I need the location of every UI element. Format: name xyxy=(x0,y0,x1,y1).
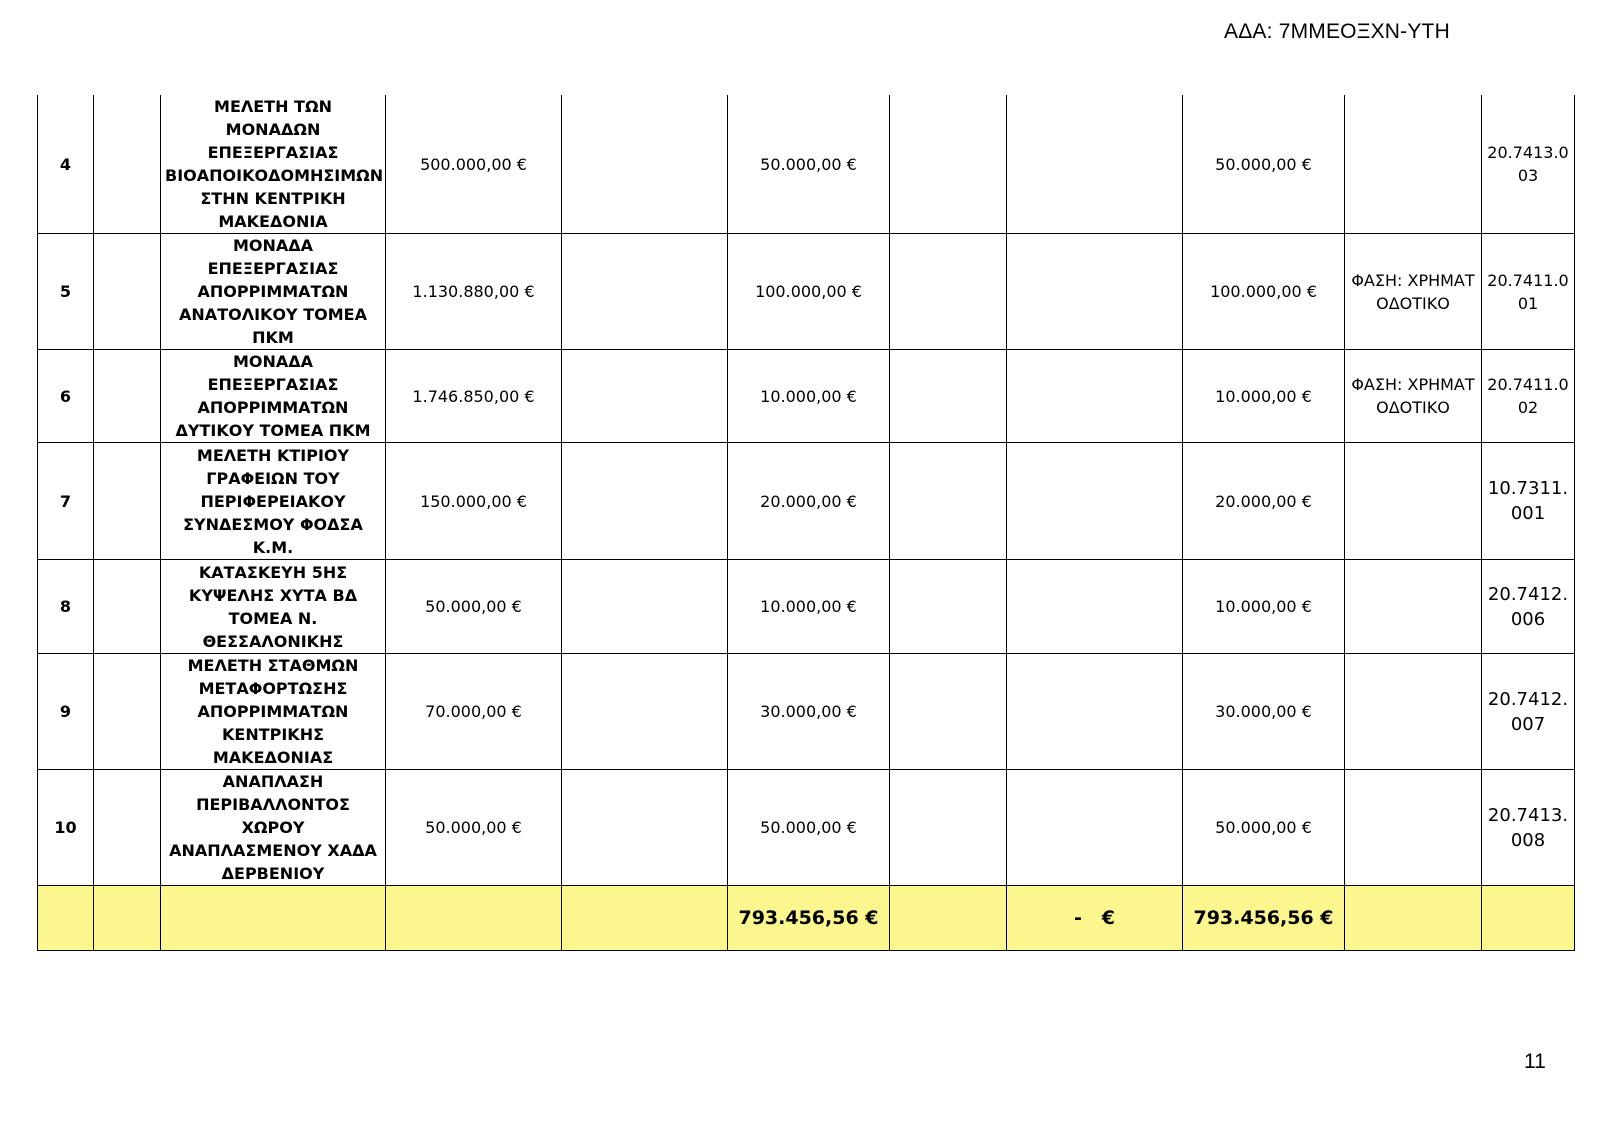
budget-code: 20.7413.003 xyxy=(1482,95,1575,234)
empty-cell xyxy=(1007,443,1183,560)
row-total: 50.000,00 € xyxy=(1183,95,1345,234)
empty-cell xyxy=(562,770,728,886)
empty-cell xyxy=(38,886,94,951)
phase-note xyxy=(1345,560,1482,654)
row-number: 10 xyxy=(38,770,94,886)
allocation: 10.000,00 € xyxy=(728,560,890,654)
project-budget: 150.000,00 € xyxy=(386,443,562,560)
project-title: ΑΝΑΠΛΑΣΗ ΠΕΡΙΒΑΛΛΟΝΤΟΣ ΧΩΡΟΥ ΑΝΑΠΛΑΣΜΕΝΟΥ ΧΑΔΑ ΔΕΡΒΕΝΙΟΥ xyxy=(161,770,386,886)
page-number: 11 xyxy=(1524,1050,1546,1073)
phase-note: ΦΑΣΗ: ΧΡΗΜΑΤΟΔΟΤΙΚΟ xyxy=(1345,350,1482,443)
empty-cell xyxy=(1007,95,1183,234)
row-number: 4 xyxy=(38,95,94,234)
empty-cell xyxy=(890,95,1007,234)
table-row xyxy=(38,560,1575,654)
table-row xyxy=(38,654,1575,770)
empty-cell xyxy=(94,654,161,770)
budget-code: 20.7411.002 xyxy=(1482,350,1575,443)
empty-cell xyxy=(562,886,728,951)
empty-cell xyxy=(890,443,1007,560)
row-total: 10.000,00 € xyxy=(1183,350,1345,443)
phase-note: ΦΑΣΗ: ΧΡΗΜΑΤΟΔΟΤΙΚΟ xyxy=(1345,234,1482,350)
budget-code: 20.7413.008 xyxy=(1482,770,1575,886)
empty-cell xyxy=(890,886,1007,951)
table-row xyxy=(38,95,1575,234)
row-total: 30.000,00 € xyxy=(1183,654,1345,770)
empty-cell xyxy=(94,443,161,560)
empty-cell xyxy=(890,560,1007,654)
total-allocation: 793.456,56 € xyxy=(728,886,890,951)
project-budget: 50.000,00 € xyxy=(386,560,562,654)
project-budget: 50.000,00 € xyxy=(386,770,562,886)
table-row xyxy=(38,234,1575,350)
budget-code: 20.7412.007 xyxy=(1482,654,1575,770)
empty-cell xyxy=(562,234,728,350)
empty-cell xyxy=(1007,770,1183,886)
phase-note xyxy=(1345,770,1482,886)
table-row xyxy=(38,350,1575,443)
allocation: 50.000,00 € xyxy=(728,95,890,234)
empty-cell xyxy=(890,770,1007,886)
row-number: 8 xyxy=(38,560,94,654)
row-total: 50.000,00 € xyxy=(1183,770,1345,886)
budget-code: 20.7412.006 xyxy=(1482,560,1575,654)
allocation: 100.000,00 € xyxy=(728,234,890,350)
empty-cell xyxy=(562,654,728,770)
empty-cell xyxy=(94,886,161,951)
empty-cell xyxy=(1007,560,1183,654)
budget-table xyxy=(37,95,1575,951)
project-budget: 70.000,00 € xyxy=(386,654,562,770)
totals-row xyxy=(38,886,1575,951)
empty-cell xyxy=(890,234,1007,350)
allocation: 20.000,00 € xyxy=(728,443,890,560)
project-title: ΜΕΛΕΤΗ ΣΤΑΘΜΩΝ ΜΕΤΑΦΟΡΤΩΣΗΣ ΑΠΟΡΡΙΜΜΑΤΩΝ ΚΕΝΤΡΙΚΗΣ ΜΑΚΕΔΟΝΙΑΣ xyxy=(161,654,386,770)
empty-cell xyxy=(562,95,728,234)
table-row xyxy=(38,443,1575,560)
ada-code: ΑΔΑ: 7ΜΜΕΟΞΧΝ-ΥΤΗ xyxy=(1224,20,1450,43)
project-title: ΜΟΝΑΔΑ ΕΠΕΞΕΡΓΑΣΙΑΣ ΑΠΟΡΡΙΜΜΑΤΩΝ ΔΥΤΙΚΟΥ ΤΟΜΕΑ ΠΚΜ xyxy=(161,350,386,443)
budget-code: 20.7411.001 xyxy=(1482,234,1575,350)
row-number: 6 xyxy=(38,350,94,443)
row-total: 20.000,00 € xyxy=(1183,443,1345,560)
project-title: ΜΕΛΕΤΗ ΚΤΙΡΙΟΥ ΓΡΑΦΕΙΩΝ ΤΟΥ ΠΕΡΙΦΕΡΕΙΑΚΟΥ ΣΥΝΔΕΣΜΟΥ ΦΟΔΣΑ Κ.Μ. xyxy=(161,443,386,560)
project-budget: 1.746.850,00 € xyxy=(386,350,562,443)
row-number: 5 xyxy=(38,234,94,350)
grand-total: 793.456,56 € xyxy=(1183,886,1345,951)
empty-cell xyxy=(94,95,161,234)
row-number: 7 xyxy=(38,443,94,560)
row-total: 100.000,00 € xyxy=(1183,234,1345,350)
empty-cell xyxy=(94,234,161,350)
project-budget: 500.000,00 € xyxy=(386,95,562,234)
empty-cell xyxy=(386,886,562,951)
empty-cell xyxy=(1482,886,1575,951)
phase-note xyxy=(1345,654,1482,770)
budget-code: 10.7311.001 xyxy=(1482,443,1575,560)
project-budget: 1.130.880,00 € xyxy=(386,234,562,350)
project-title: ΜΟΝΑΔΑ ΕΠΕΞΕΡΓΑΣΙΑΣ ΑΠΟΡΡΙΜΜΑΤΩΝ ΑΝΑΤΟΛΙΚΟΥ ΤΟΜΕΑ ΠΚΜ xyxy=(161,234,386,350)
allocation: 30.000,00 € xyxy=(728,654,890,770)
empty-cell xyxy=(94,770,161,886)
empty-cell xyxy=(890,350,1007,443)
empty-cell xyxy=(161,886,386,951)
project-title: ΜΕΛΕΤΗ ΤΩΝ ΜΟΝΑΔΩΝ ΕΠΕΞΕΡΓΑΣΙΑΣ ΒΙΟΑΠΟΙΚΟΔΟΜΗΣΙΜΩΝ ΣΤΗΝ ΚΕΝΤΡΙΚΗ ΜΑΚΕΔΟΝΙΑ xyxy=(161,95,386,234)
row-total: 10.000,00 € xyxy=(1183,560,1345,654)
empty-cell xyxy=(94,350,161,443)
empty-cell xyxy=(94,560,161,654)
total-other: - € xyxy=(1007,886,1183,951)
empty-cell xyxy=(1007,234,1183,350)
empty-cell xyxy=(562,350,728,443)
empty-cell xyxy=(1007,654,1183,770)
table-row xyxy=(38,770,1575,886)
project-title: ΚΑΤΑΣΚΕΥΗ 5ΗΣ ΚΥΨΕΛΗΣ ΧΥΤΑ ΒΔ ΤΟΜΕΑ Ν. ΘΕΣΣΑΛΟΝΙΚΗΣ xyxy=(161,560,386,654)
phase-note xyxy=(1345,443,1482,560)
empty-cell xyxy=(1345,886,1482,951)
empty-cell xyxy=(890,654,1007,770)
allocation: 50.000,00 € xyxy=(728,770,890,886)
empty-cell xyxy=(562,560,728,654)
allocation: 10.000,00 € xyxy=(728,350,890,443)
row-number: 9 xyxy=(38,654,94,770)
empty-cell xyxy=(1007,350,1183,443)
phase-note xyxy=(1345,95,1482,234)
empty-cell xyxy=(562,443,728,560)
